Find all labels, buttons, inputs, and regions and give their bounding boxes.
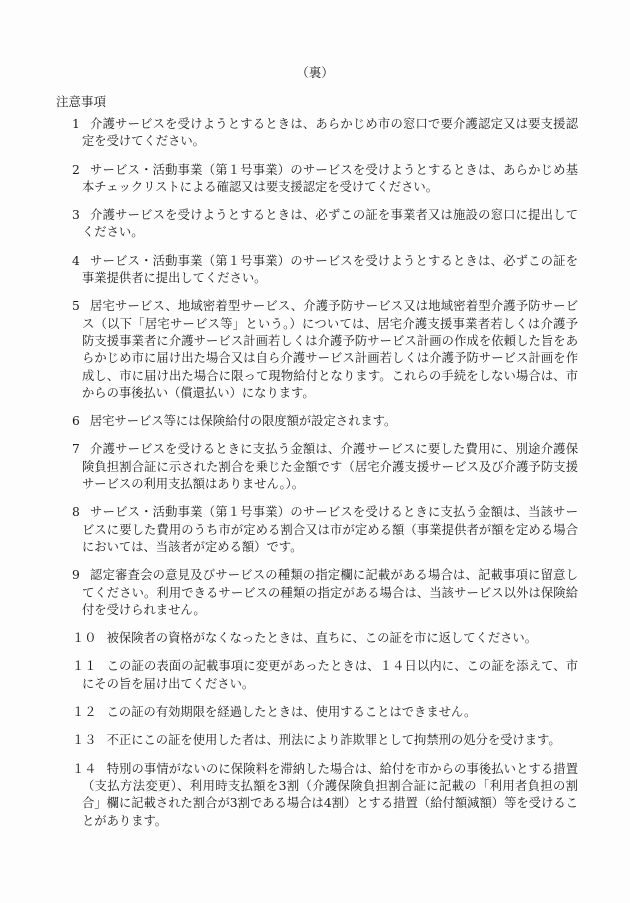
item-number: １４ xyxy=(72,761,97,776)
notice-item xyxy=(72,732,578,749)
notice-item xyxy=(72,116,578,151)
notice-item xyxy=(72,567,578,619)
item-number: 1 xyxy=(72,117,80,131)
notice-item xyxy=(72,658,578,693)
section-heading: 注意事項 xyxy=(56,94,107,109)
item-text: 被保険者の資格がなくなったときは、直ちに、この証を市に返してください。 xyxy=(106,631,538,646)
notice-item xyxy=(72,298,578,402)
item-number: 2 xyxy=(72,162,80,177)
item-text: 介護サービスを受けようとするときは、必ずこの証を事業者又は施設の窓口に提出してください。 xyxy=(82,208,578,240)
item-number: 8 xyxy=(72,505,80,520)
item-text: 認定審査会の意見及びサービスの種類の指定欄に記載がある場合は、記載事項に留意してください。利用できるサービスの種類の指定がある場合は、当該サービス以外は保険給付を受けられません。 xyxy=(82,568,578,617)
item-text: 特別の事情がないのに保険料を滞納した場合は、給付を市からの事後払いとする措置（支払方法変更）、利用時支払額を3割（介護保険負担割合証に記載の「利用者負担の割合」欄に記載された割合が3割である場合は4割）とする措置（給付額減額）等を受けることがあります。 xyxy=(82,761,578,828)
notice-item xyxy=(72,441,578,493)
notice-item xyxy=(72,704,578,721)
item-number: １２ xyxy=(72,705,97,720)
notice-item xyxy=(72,162,578,197)
item-text: 介護サービスを受けようとするときは、あらかじめ市の窓口で要介護認定又は要支援認定を受けてください。 xyxy=(82,117,578,149)
notice-item xyxy=(72,413,578,430)
item-number: 6 xyxy=(72,414,80,429)
notice-item xyxy=(72,207,578,242)
notice-item xyxy=(72,630,578,647)
notice-item xyxy=(72,761,578,830)
notice-item xyxy=(72,504,578,556)
item-number: 5 xyxy=(72,299,80,314)
item-text: 不正にこの証を使用した者は、刑法により詐欺罪として拘禁刑の処分を受けます。 xyxy=(106,733,561,748)
item-number: 9 xyxy=(72,568,80,583)
item-number: 4 xyxy=(72,253,80,268)
item-text: サービス・活動事業（第１号事業）のサービスを受けるときに支払う金額は、当該サービスに要した費用のうち市が定める割合又は市が定める額（事業提供者が額を定める場合においては、当該者が定める額）です。 xyxy=(82,505,578,554)
item-text: この証の表面の記載事項に変更があったときは、１４日以内に、この証を添えて、市にその旨を届け出てください。 xyxy=(82,659,578,691)
notice-list xyxy=(72,116,578,841)
item-number: １３ xyxy=(72,733,97,748)
item-number: １１ xyxy=(72,659,97,674)
page-title: （裏） xyxy=(296,65,334,80)
item-text: サービス・活動事業（第１号事業）のサービスを受けようとするときは、必ずこの証を事業提供者に提出してください。 xyxy=(82,253,578,286)
item-text: 介護サービスを受けるときに支払う金額は、介護サービスに要した費用に、別途介護保険負担割合証に示された割合を乗じた金額です（居宅介護支援サービス及び介護予防支援サービスの利用支払額はありません。）。 xyxy=(82,442,578,492)
item-text: この証の有効期限を経過したときは、使用することはできません。 xyxy=(106,705,477,720)
notice-item xyxy=(72,253,578,288)
item-number: １０ xyxy=(72,631,97,646)
item-number: 7 xyxy=(72,442,80,457)
item-text: 居宅サービス、地域密着型サービス、介護予防サービス又は地域密着型介護予防サービス（以下「居宅サービス等」という。）については、居宅介護支援事業者若しくは介護予防支援事業者に介護サービス計画若しくは介護予防サービス計画の作成を依頼した旨をあらかじめ市に届け出た場合又は自ら介護サービス計画若しくは介護予防サービス計画を作成し、市に届け出た場合に限って現物給付となります。これらの手続をしない場合は、市からの事後払い（償還払い）になります。 xyxy=(82,299,578,400)
item-text: サービス・活動事業（第１号事業）のサービスを受けようとするときは、あらかじめ基本チェックリストによる確認又は要支援認定を受けてください。 xyxy=(82,162,578,194)
item-number: 3 xyxy=(72,208,80,223)
item-text: 居宅サービス等には保険給付の限度額が設定されます。 xyxy=(89,414,397,429)
